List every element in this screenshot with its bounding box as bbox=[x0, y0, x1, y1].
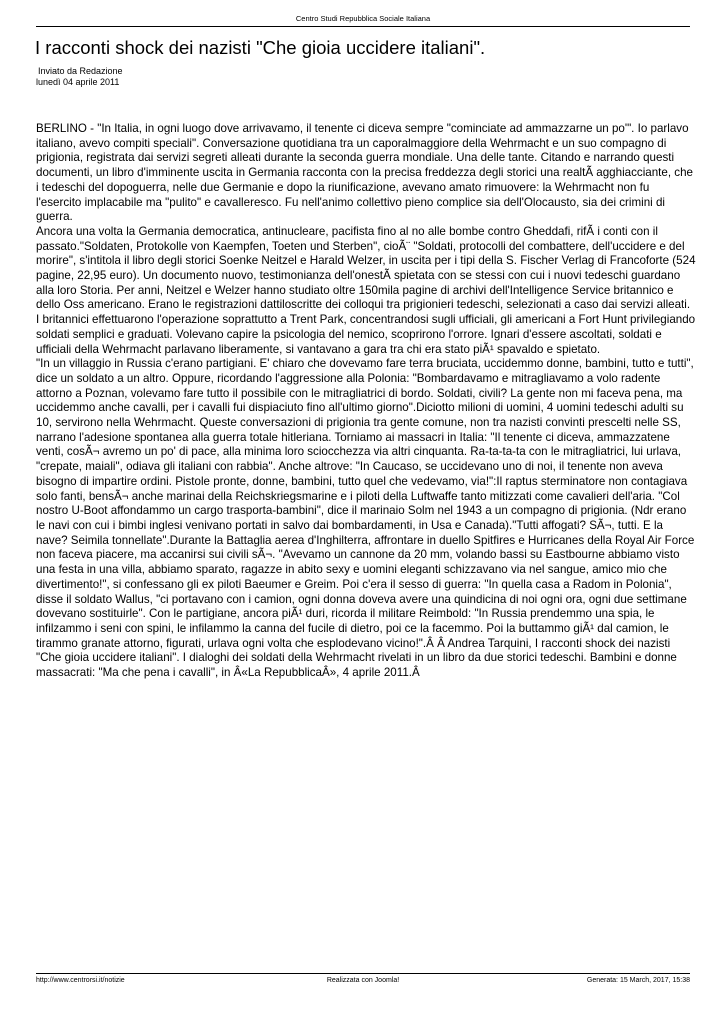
article-meta bbox=[36, 66, 336, 88]
article-body bbox=[36, 122, 696, 681]
site-name: Centro Studi Repubblica Sociale Italiana bbox=[295, 14, 431, 23]
author-line: Inviato da Redazione bbox=[38, 66, 123, 76]
footer-made-with: Realizzata con Joomla! bbox=[326, 977, 400, 984]
paragraph-2: Ancora una volta la Germania democratica, antinucleare, pacifista fino al no alle bombe contro Gheddafi, rifÃ i conti con il passato."Soldaten, Protokolle von Kaempfen, Toeten und Sterben", cioÃ¨ "Soldati, protocolli del combattere, dell'uccidere e del morire", s'intitola il libro degli storici Soenke Neitzel e Harald Welzer, in uscita per i tipi della S. Fischer Verlag di Francoforte (524 pagine, 22,95 euro). Un documento nuovo, testimonianza dell'onestÃ spietata con se stessi con cui i nuovi tedeschi guardano alla loro Storia. Per anni, Neitzel e Welzer hanno studiato oltre 150mila pagine di archivi dell'Intelligence Service britannico e dello Oss americano. Erano le registrazioni dattiloscritte dei colloqui tra prigionieri tedeschi, selezionati a caso dai servizi alleati. I britannici effettuarono l'operazione soprattutto a Trent Park, concentrandosi sugli ufficiali, gli americani a Fort Hunt privilegiando soldati semplici e graduati. Volevano capire la psicologia del nemico, scoprirono l'orrore. Ignari d'essere ascoltati, soldati e ufficiali della Wehrmacht parlavano liberamente, si vantavano a gara tra chi era stato piÃ¹ spavaldo e spietato. bbox=[36, 224, 696, 356]
footer-divider bbox=[36, 973, 690, 974]
header-divider bbox=[36, 26, 690, 27]
footer-generated-date: Generata: 15 March, 2017, 15:38 bbox=[586, 977, 690, 984]
paragraph-3: "In un villaggio in Russia c'erano partigiani. E' chiaro che dovevamo fare terra bruciata, uccidemmo donne, bambini, tutto e tutti", dice un soldato a un altro. Oppure, ricordando l'aggressione alla Polonia: "Bombardavamo e mitragliavamo a volo radente attorno a Poznan, volevamo fare tutto il possibile con le mitragliatrici di bordo. Soldati, civili? La gente non mi faceva pena, ma uccidemmo anche cavalli, per i cavalli fui dispiaciuto fino all'ultimo giorno".Diciotto milioni di uomini, 4 uomini tedeschi adulti su 10, servirono nella Wehrmacht. Queste conversazioni di prigionia tra gente comune, non tra nazisti convinti prescelti nelle SS, narrano l'adesione spontanea alla guerra totale hitleriana. Torniamo ai massacri in Italia: "Il tenente ci diceva, ammazzatene venti, cosÃ¬ avremo un po' di pace, alla minima loro sciocchezza via altri cinquanta. Ra-ta-ta-ta con le mitragliatrici, lui urlava, "crepate, maiali", odiava gli italiani con rabbia". Anche altrove: "In Caucaso, se uccidevano uno di noi, il tenente non aveva bisogno di impartire ordini. Pistole pronte, donne, bambini, tutto quel che vedevamo, via!":Il raptus sterminatore non contagiava solo fanti, bensÃ¬ anche marinai della Reichskriegsmarine e i piloti della Luftwaffe tanto mitizzati come cavalieri dell'aria. "Col nostro U-Boot affondammo un cargo trasporta-bambini", dice il marinaio Solm nel 1943 a un compagno di prigionia. (Ndr erano le navi con cui i bimbi inglesi venivano portati in salvo dai bombardamenti, in Usa e Canada)."Tutti affogati? SÃ¬, tutti. E la nave? Seimila tonnellate".Durante la Battaglia aerea d'Inghilterra, affrontare in duello Spitfires e Hurricanes della Royal Air Force non faceva piacere, ma accanirsi sui civili sÃ¬. "Avevamo un cannone da 20 mm, volando bassi su Eastbourne abbiamo visto una festa in una villa, abbiamo sparato, ragazze in abito sexy e uomini eleganti schizzavano via nel sangue, amico mio che divertimento!", si confessano gli ex piloti Baeumer e Greim. Poi c'era il sesso di guerra: "In quella casa a Radom in Polonia", disse il soldato Wallus, "ci portavano con i camion, ogni donna doveva avere una quindicina di noi ogni ora, ogni due settimane dovevano sostituirle". Con le partigiane, ancora piÃ¹ duri, ricorda il militare Reimbold: "In Russia prendemmo una spia, le infilzammo i seni con spini, le infilammo la canna del fucile di dietro, poi ce la facemmo. Poi la buttammo giÃ¹ dal camion, le tirammo granate attorno, figurati, urlava ogni volta che esplodevano vicino!".Â Â Andrea Tarquini, I racconti shock dei nazisti "Che gioia uccidere italiani". I dialoghi dei soldati della Wehrmacht rivelati in un libro da due storici tedeschi. Bambini e donne massacrati: "Ma che pena i cavalli", in Â«La RepubblicaÂ», 4 aprile 2011.Â bbox=[36, 357, 695, 680]
paragraph-1: BERLINO - "In Italia, in ogni luogo dove arrivavamo, il tenente ci diceva sempre "cominciate ad ammazzarne un po'". Io parlavo italiano, avevo compiti speciali". Conversazione quotidiana tra un caporalmaggiore della Wehrmacht e un suo compagno di prigionia, registrata dai servizi segreti alleati durante la seconda guerra mondiale. Una delle tante. Citando e narrando questi documenti, un libro d'imminente uscita in Germania racconta con la precisa freddezza degli storici una realtÃ agghiacciante, che i tedeschi del dopoguerra, nelle due Germanie e dopo la riunificazione, avevano amato rimuovere: la Wehrmacht non fu l'esercito implacabile ma "pulito" e cavalleresco. Fu nell'animo collettivo pieno complice sia dell'Olocausto, sia dei crimini di guerra. bbox=[36, 122, 693, 224]
footer-url[interactable]: http://www.centrorsi.it/notizie bbox=[36, 977, 125, 984]
article-title: I racconti shock dei nazisti "Che gioia uccidere italiani". bbox=[35, 37, 486, 58]
date-line: lunedì 04 aprile 2011 bbox=[36, 77, 120, 87]
page-footer bbox=[36, 976, 690, 986]
page-header bbox=[36, 14, 690, 24]
